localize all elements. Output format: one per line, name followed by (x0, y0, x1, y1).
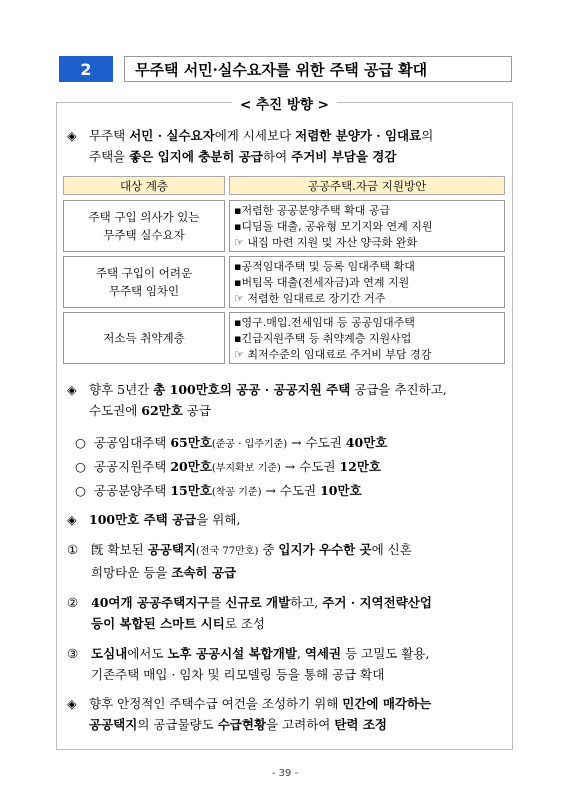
table-row-support: ▪영구.매입.전세임대 등 공공임대주택 ▪긴급지원주택 등 취약계층 지원사업 ☞ 최저수준의 임대료로 주거비 부담 경감 (229, 312, 505, 364)
plan-item: ② 40여개 공공주택지구를 신규로 개발하고, 주거 · 지역전략산업 등이 복합된 스마트 시티로 조성 (67, 595, 432, 631)
table-row-support: ▪저렴한 공공분양주택 확대 공급 ▪디딤돌 대출, 공유형 모기지와 연계 지원 ☞ 내집 마련 지원 및 자산 양극화 완화 (229, 200, 505, 252)
section-number: 2 (59, 56, 113, 82)
supply-bullet: ○ 공공분양주택 15만호(착공 기준) → 수도권 10만호 (75, 483, 362, 498)
section-title: 무주택 서민·실수요자를 위한 주택 공급 확대 (124, 56, 512, 82)
content-panel (56, 97, 513, 750)
supply-bullet: ○ 공공지원주택 20만호(부지확보 기준) → 수도권 12만호 (75, 459, 381, 474)
table-row-target: 주택 구입 의사가 있는 무주택 실수요자 (63, 200, 225, 252)
page-number: - 39 - (271, 768, 299, 779)
table-row-support: ▪공적임대주택 및 등록 임대주택 확대 ▪버팀목 대출(전세자금)과 연계 지원 ☞ 저렴한 임대료로 장기간 거주 (229, 256, 505, 308)
final-paragraph: ◈ 향후 안정적인 주택수급 여건을 조성하기 위해 민간에 매각하는 공공택지의 공급물량도 수급현황을 고려하여 탄력 조정 (67, 696, 432, 732)
table-row-target: 저소득 취약계층 (63, 312, 225, 364)
supply-bullet: ○ 공공임대주택 65만호(준공 · 입주기준) → 수도권 40만호 (75, 435, 388, 450)
plan-item: ① 旣 확보된 공공택지(전국 77만호) 중 입지가 우수한 곳에 신혼 희망타운 등을 조속히 공급 (67, 542, 412, 580)
supply-paragraph: ◈ 향후 5년간 총 100만호의 공공 · 공공지원 주택 공급을 추진하고, 수도권에 62만호 공급 (67, 382, 447, 418)
table-header-support: 공공주택.자금 지원방안 (229, 176, 505, 195)
intro-paragraph: ◈ 무주택 서민 · 실수요자에게 시세보다 저렴한 분양가 · 임대료의 주택을 좋은 입지에 충분히 공급하여 주거비 부담을 경감 (67, 128, 434, 164)
subtitle: < 추진 방향 > (57, 93, 512, 113)
table-header-target: 대상 계층 (63, 176, 225, 195)
table-row-target: 주택 구입이 어려운 무주택 임차인 (63, 256, 225, 308)
plan-item: ③ 도심내에서도 노후 공공시설 복합개발, 역세권 등 고밀도 활용, 기존주택 매입 · 임차 및 리모델링 등을 통해 공급 확대 (67, 646, 430, 682)
plan-heading: ◈ 100만호 주택 공급을 위해, (67, 512, 241, 527)
